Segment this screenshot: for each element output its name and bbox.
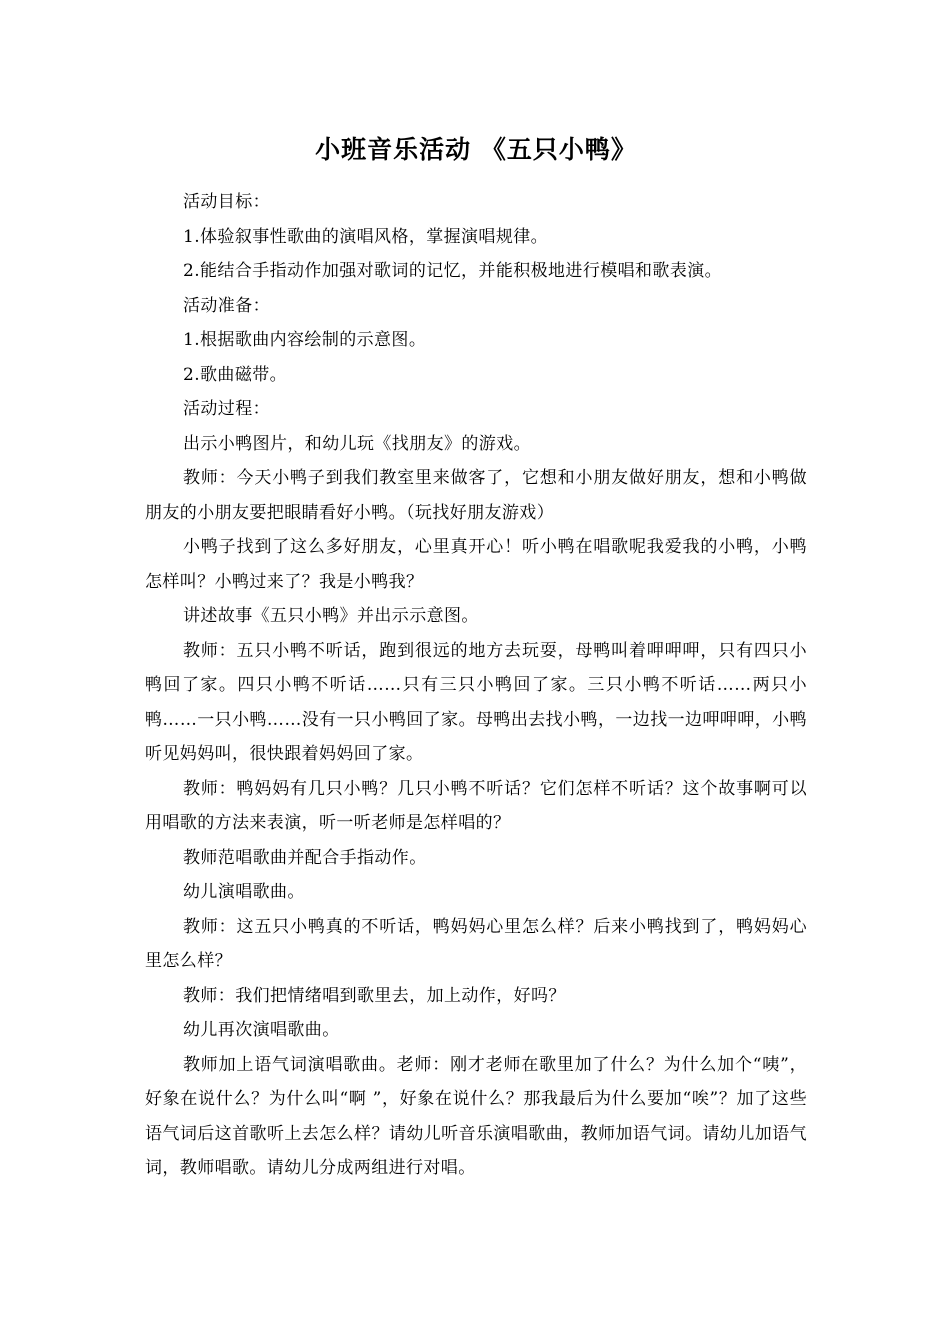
paragraph: 出示小鸭图片，和幼儿玩《找朋友》的游戏。: [183, 433, 531, 454]
page-title: 小班音乐活动 《五只小鸭》: [315, 135, 637, 164]
paragraph-goals-heading: 活动目标：: [183, 192, 270, 212]
paragraph: 教师：今天小鸭子到我们教室里来做客了，它想和小朋友做好朋友，想和小鸭做朋友的小朋友要把眼睛看好小鸭。（玩找好朋友游戏）: [145, 468, 807, 523]
paragraph: 教师：五只小鸭不听话，跑到很远的地方去玩耍，母鸭叫着呷呷呷，只有四只小鸭回了家。四只小鸭不听话……只有三只小鸭回了家。三只小鸭不听话……两只小鸭……一只小鸭……没有一只小鸭回了家。母鸭出去找小鸭，一边找一边呷呷呷，小鸭听见妈妈叫，很快跟着妈妈回了家。: [145, 640, 807, 764]
paragraph: 幼儿演唱歌曲。: [183, 882, 305, 902]
paragraph-preparation-heading: 活动准备：: [183, 295, 270, 316]
paragraph-process-heading: 活动过程：: [183, 399, 270, 419]
paragraph: 教师：这五只小鸭真的不听话，鸭妈妈心里怎么样？后来小鸭找到了，鸭妈妈心里怎么样？: [145, 916, 807, 971]
paragraph-preparation-1: 1.根据歌曲内容绘制的示意图。: [183, 330, 427, 350]
paragraph: 教师：鸭妈妈有几只小鸭？几只小鸭不听话？它们怎样不听话？这个故事啊可以用唱歌的方法来表演，听一听老师是怎样唱的？: [145, 778, 807, 833]
document-body: [145, 185, 807, 1186]
paragraph: 教师范唱歌曲并配合手指动作。: [183, 847, 427, 868]
paragraph: 教师：我们把情绪唱到歌里去，加上动作，好吗？: [183, 985, 566, 1006]
paragraph-preparation-2: 2.歌曲磁带。: [183, 364, 288, 385]
paragraph: 教师加上语气词演唱歌曲。老师：刚才老师在歌里加了什么？为什么加个“咦”，好象在说什么？为什么叫“啊 ”，好象在说什么？那我最后为什么要加“唉”？加了这些语气词后这首歌听上去怎么样？请幼儿听音乐演唱歌曲，教师加语气词。请幼儿加语气词，教师唱歌。请幼儿分成两组进行对唱。: [145, 1054, 807, 1178]
paragraph: 讲述故事《五只小鸭》并出示示意图。: [183, 606, 479, 626]
paragraph: 幼儿再次演唱歌曲。: [183, 1020, 340, 1040]
paragraph-goal-2: 2.能结合手指动作加强对歌词的记忆，并能积极地进行模唱和歌表演。: [183, 261, 723, 281]
paragraph: 小鸭子找到了这么多好朋友，心里真开心！听小鸭在唱歌呢我爱我的小鸭，小鸭怎样叫？小鸭过来了？我是小鸭我？: [145, 537, 807, 592]
paragraph-goal-1: 1.体验叙事性歌曲的演唱风格，掌握演唱规律。: [183, 226, 549, 247]
